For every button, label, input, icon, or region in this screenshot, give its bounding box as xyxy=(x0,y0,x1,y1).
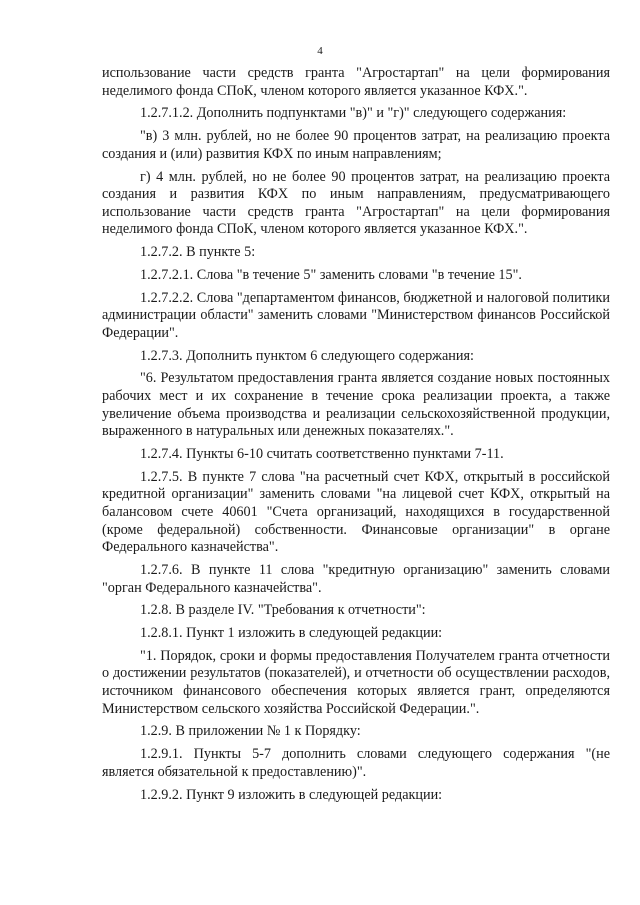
paragraph-1-2-7-2-1: 1.2.7.2.1. Слова "в течение 5" заменить словами "в течение 15". xyxy=(140,266,522,283)
paragraph-1-2-7-6: 1.2.7.6. В пункте 11 слова "кредитную организацию" заменить словами "орган Федерального казначейства". xyxy=(102,561,610,596)
paragraph-subpoint-g: г) 4 млн. рублей, но не более 90 процентов затрат, на реализацию проекта создания и развития КФХ по иным направлениям, предусматривающего использование части средств гранта "Агростартап" на цели формирования неделимого фонда СПоК, членом которого является указанное КФХ.". xyxy=(102,168,610,238)
paragraph-subpoint-v: "в) 3 млн. рублей, но не более 90 процентов затрат, на реализацию проекта создания и (или) развития КФХ по иным направлениям; xyxy=(102,128,610,162)
paragraph-1-2-8-1: 1.2.8.1. Пункт 1 изложить в следующей редакции: xyxy=(140,625,443,642)
paragraph-1-2-9-1: 1.2.9.1. Пункты 5-7 дополнить словами следующего содержания "(не является обязательной к предоставлению)". xyxy=(102,746,610,780)
paragraph-1-2-9-2: 1.2.9.2. Пункт 9 изложить в следующей редакции: xyxy=(140,786,443,803)
paragraph-1-2-7-4: 1.2.7.4. Пункты 6-10 считать соответственно пунктами 7-11. xyxy=(140,445,504,462)
paragraph-point-1: "1. Порядок, сроки и формы предоставления Получателем гранта отчетности о достижении результатов (показателей), и отчетности об осуществлении расходов, источником финансового обеспечения которых является грант, определяются Министерством сельского хозяйства Российской Федерации.". xyxy=(102,647,610,717)
paragraph-1-2-7-2-2: 1.2.7.2.2. Слова "департаментом финансов, бюджетной и налоговой политики администрации области" заменить словами "Министерством финансов Российской Федерации". xyxy=(102,289,610,341)
page-number: 4 xyxy=(317,45,323,57)
paragraph-1-2-7-1-2: 1.2.7.1.2. Дополнить подпунктами "в)" и "г)" следующего содержания: xyxy=(140,105,567,122)
paragraph-1-2-7-2: 1.2.7.2. В пункте 5: xyxy=(140,244,256,261)
paragraph-continuation: использование части средств гранта "Агростартап" на цели формирования неделимого фонда СПоК, членом которого является указанное КФХ.". xyxy=(102,65,610,99)
paragraph-point-6: "6. Результатом предоставления гранта является создание новых постоянных рабочих мест и их сохранение в течение срока реализации проекта, а также увеличение объема производства и реализации сельскохозяйственной продукции, выраженного в натуральных или денежных показателях.". xyxy=(102,370,610,440)
paragraph-1-2-8: 1.2.8. В разделе IV. "Требования к отчетности": xyxy=(140,602,426,619)
paragraph-1-2-9: 1.2.9. В приложении № 1 к Порядку: xyxy=(140,723,361,740)
paragraph-1-2-7-5: 1.2.7.5. В пункте 7 слова "на расчетный счет КФХ, открытый в российской кредитной организации" заменить словами "на лицевой счет КФХ, открытый на балансовом счете 40601 "Счета организаций, находящихся в государственной (кроме федеральной) собственности. Финансовые организации" в органе Федерального казначейства". xyxy=(102,468,610,556)
paragraph-1-2-7-3: 1.2.7.3. Дополнить пунктом 6 следующего содержания: xyxy=(140,347,474,364)
document-body xyxy=(102,65,610,804)
